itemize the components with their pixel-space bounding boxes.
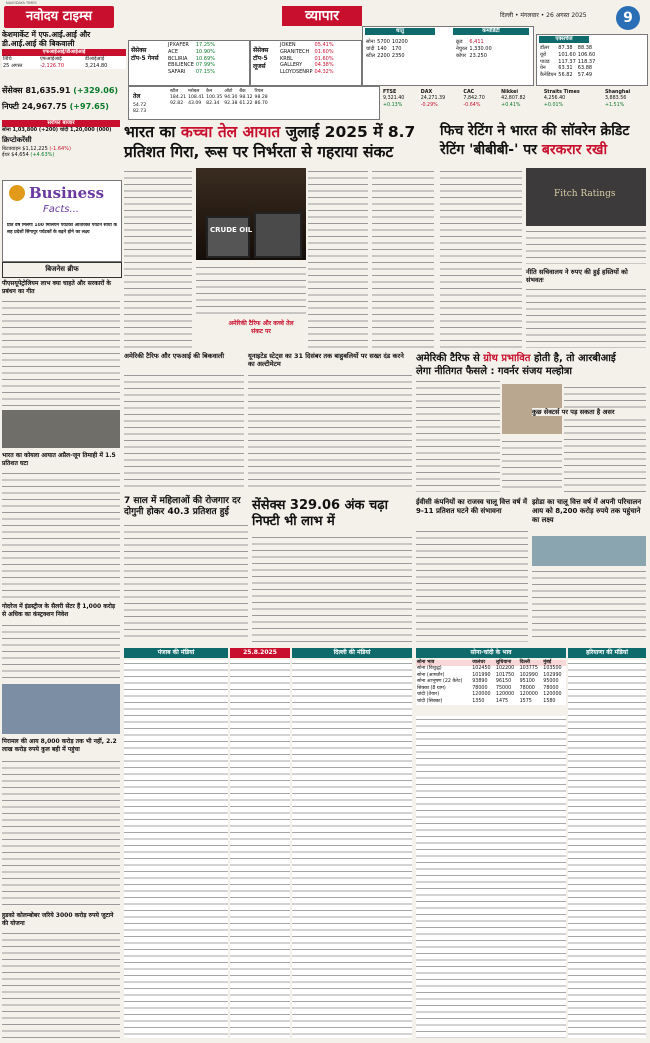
section-banner: व्यापार	[282, 6, 362, 26]
metal-name: सोना	[366, 39, 375, 45]
loser-name: KRBL	[280, 55, 293, 62]
commodity-val: 1,330.00	[469, 45, 492, 52]
index-name: कैन	[206, 89, 213, 94]
gold-cell: 120000	[519, 692, 538, 698]
loser-name: JOKEN	[280, 42, 296, 48]
global-name: Nikkei	[501, 90, 518, 95]
loser-pct: 01.60%	[314, 55, 334, 62]
eth-row	[2, 152, 120, 159]
gold-cell: 78000	[472, 685, 488, 691]
gold-cell: 1580	[543, 698, 556, 704]
crypto-name: क्रिप्टोकरेंसी	[2, 136, 32, 145]
currency-sell: 63.88	[577, 65, 593, 72]
business-facts-sub: Facts...	[43, 204, 80, 215]
currency-name: येन	[540, 65, 546, 72]
piramal-photo	[2, 684, 120, 734]
mid-story-1-body	[124, 372, 244, 492]
gainer-pct: 07.15%	[195, 69, 215, 75]
sensex-label: सेंसेक्स	[2, 86, 23, 95]
gold-cell: 95000	[543, 679, 559, 685]
crude-caption: अमेरिकी टैरिफ और कच्चे तेल संकट पर	[228, 320, 294, 336]
fii-cell: 3,214.80	[85, 62, 108, 69]
forex-box	[536, 34, 648, 86]
market-rates-title: सर्राफा बाजार	[2, 120, 120, 127]
metal-val: 170	[391, 45, 402, 52]
gold-cell: चांदी (सिक्का)	[417, 698, 443, 704]
btc-price: $1,12,225	[22, 145, 48, 152]
global-chg: -0.64%	[463, 102, 481, 108]
rbi-headline-line2: लेगा नीतिगत फैसले : गवर्नर संजय मल्होत्रा	[416, 366, 573, 377]
mid-story-2-title: यूनाइटेड स्टेट्स का 31 दिसंबर तक बाहुबलियों पर सख्त दंड करने का अल्टीमेटम	[248, 352, 404, 368]
currency-buy: 117.37	[558, 58, 576, 65]
currency-sell: 57.49	[577, 72, 593, 78]
gold-cell: सिक्का (8 ग्राम)	[417, 685, 446, 691]
currency-sell: 88.38	[577, 45, 593, 51]
metal-val: 2350	[391, 52, 405, 59]
gold-col-head: दिल्ली	[519, 660, 531, 665]
eth-label: ईथर	[2, 152, 10, 159]
loser-pct: 01.60%	[314, 48, 334, 55]
loser-name: GRANITECH	[280, 48, 310, 55]
gainer-name: BCLIRIA	[168, 55, 188, 62]
gold-cell: सोना (विशुद्ध)	[417, 666, 442, 672]
global-name: Straits Times	[543, 90, 580, 95]
metal-name: स्टील	[366, 52, 376, 59]
left-column	[2, 120, 120, 159]
commodity-name: कॉपर	[456, 52, 467, 59]
sensex-change: (+329.06)	[73, 86, 119, 95]
crude-photo-label: CRUDE OIL	[210, 226, 253, 234]
gold-col-head: मुंबई	[543, 660, 552, 665]
crude-story-col2	[196, 264, 306, 318]
index-val: 98.12	[239, 95, 253, 101]
gold-cell: सोना आभूषण (22 कैरेट)	[417, 679, 463, 685]
gold-cell: 101750	[495, 672, 515, 678]
global-table	[382, 90, 648, 109]
it-story-body	[416, 528, 528, 642]
metal-val: 10200	[391, 39, 408, 45]
masthead-tagline: NAVODAYA TIMES	[6, 1, 37, 5]
gainer-name: EBILIENCE	[168, 62, 194, 69]
gainer-pct: 17.25%	[195, 42, 215, 48]
gold-cell: 93890	[472, 679, 488, 685]
gold-silver-table	[416, 660, 566, 705]
gainer-pct: 10.90%	[195, 48, 215, 55]
fitch-headline-line1: फिच रेटिंग ने भारत की सॉवरेन क्रेडिट	[440, 123, 630, 139]
rbi-story-body	[564, 384, 646, 492]
index-val: 100.35	[206, 95, 223, 101]
left-story-1-title: पीएसयूपेट्रोलियम लाभ क्या चाहते और सरकारों के प्रबंधन का गीत	[2, 280, 111, 295]
losers-box	[250, 40, 362, 86]
global-val: 4,256.40	[543, 96, 566, 102]
gainer-name: JPXAFER	[168, 42, 189, 48]
brief-title: बिजनेस ब्रीफ	[2, 262, 122, 278]
crude-story-col1	[124, 168, 192, 348]
global-chg: -0.29%	[420, 102, 438, 108]
metals-title: धातु	[365, 28, 435, 35]
right-news-1-body	[526, 286, 646, 348]
index-val2: 92.38	[224, 101, 238, 107]
commodity-title: कमोडिटी	[453, 28, 529, 35]
nifty-change: (+97.65)	[69, 102, 109, 111]
mandi-delhi-body	[292, 660, 412, 1038]
index-name: ग्लोबल	[188, 89, 200, 94]
fii-col-head: डीआईआई	[85, 55, 105, 62]
business-facts-box	[2, 180, 122, 262]
index-val2: 92.82	[170, 101, 184, 107]
gold-table-title: सोना-चांदी के भाव	[416, 648, 566, 658]
btc-label: बिटक्वाइन	[2, 145, 21, 152]
indices-label-3: 82.73	[133, 109, 147, 114]
main-headline-highlight: कच्चा तेल आयात	[180, 123, 281, 141]
mandi-haryana-title: हरियाणा की मंडियां	[568, 648, 646, 658]
business-facts-title: Business	[29, 184, 105, 202]
crude-oil-photo	[196, 168, 306, 260]
rbi-headline-part: अमेरिकी टैरिफ से	[416, 353, 480, 364]
dateline: दिल्ली • मंगलवार • 26 अगस्त 2025	[500, 12, 587, 19]
metal-val: 140	[377, 45, 387, 52]
loser-name: LLOYDSENRP	[280, 69, 313, 75]
main-headline	[124, 122, 434, 162]
left-story-5-title: हुडको कोलम्बोबर जरिये 3000 करोड़ रुपये जुटाने की योजना	[2, 912, 114, 927]
gold-cell: 1575	[519, 698, 532, 704]
currency-buy: 101.60	[558, 51, 576, 58]
currency-name: डॉलर	[540, 45, 550, 51]
right-news-1: नीति सचिवालय ने रुपए की हुई हस्तियों को संभवतः	[526, 268, 628, 284]
gainer-pct: 07.99%	[195, 62, 215, 69]
commodity-val: 6,411	[469, 39, 484, 45]
index-val: 94.30	[224, 95, 238, 101]
left-story-1-body	[2, 298, 120, 408]
nifty-readout	[2, 102, 126, 113]
left-story-3-title: गोदरेज में इंडस्ट्रीज के सैलरी सेंटर हैं 1,000 करोड़ से अधिक का कंस्ट्रक्शन निवेश	[2, 603, 116, 618]
eth-price: $4,654	[11, 152, 29, 159]
index-val: 98.28	[254, 95, 268, 101]
rgl-story-body	[532, 568, 646, 642]
metal-val: 5700	[377, 39, 390, 45]
gold-cell: 120000	[543, 692, 562, 698]
rbi-headline-highlight: ग्रोथ प्रभावित	[483, 353, 531, 364]
btc-change: (-1.64%)	[49, 145, 71, 152]
gold-cell: 95100	[519, 679, 535, 685]
index-val: 108.41	[188, 95, 205, 101]
fii-table	[2, 56, 126, 70]
main-headline-line2: प्रतिशत गिरा, रूस पर निर्भरता से गहराया संकट	[124, 143, 394, 161]
mandi-date: 25.8.2025	[230, 648, 290, 658]
coal-photo	[2, 410, 120, 448]
index-val2: 43.09	[188, 101, 202, 107]
index-val2: 61.22	[239, 101, 253, 107]
indices-table	[169, 89, 269, 108]
currency-name: कैनेडियन	[540, 72, 557, 78]
fitch-photo	[526, 168, 646, 226]
currency-sell: 106.60	[577, 51, 596, 58]
mandi-haryana-body	[568, 660, 646, 1038]
mid-story-1-title: अमेरिकी टैरिफ और एफआई की बिकवाली	[124, 352, 225, 360]
rbi-headline	[416, 352, 646, 378]
index-name: ऑटो	[224, 89, 233, 94]
indices-label: तेल	[133, 93, 141, 100]
commodity-name: नेचुरल	[456, 45, 468, 52]
losers-table	[279, 42, 335, 76]
global-name: CAC	[463, 90, 475, 95]
gold-cell: 120000	[472, 692, 491, 698]
gold-cell: 75000	[495, 685, 512, 691]
sensex-story-body	[252, 534, 412, 644]
global-val: 9,321.40	[383, 96, 405, 102]
global-name: Shanghai	[604, 90, 631, 95]
gold-cell: 103775	[519, 666, 538, 672]
gold-cell: 102990	[519, 672, 538, 678]
losers-title: सेंसेक्स टॉप-5 लूजर्स	[253, 47, 269, 71]
fitch-headline	[440, 122, 648, 160]
left-story-5-body	[2, 930, 120, 1038]
nifty-value: 24,967.75	[21, 102, 67, 111]
it-story-title: ईवीसी कंपनियों का राजस्व चालू वित्त वर्ष में 9-11 प्रतिशत घटने की संभावना	[416, 498, 528, 515]
gainer-name: ACE	[168, 48, 178, 55]
gainers-title: सेंसेक्स टॉप-5 गेनर्स	[131, 47, 159, 63]
metals-commodity-box	[362, 26, 534, 86]
gold-col-head: सोना भाव	[417, 660, 435, 665]
fii-col-head: तिथि	[3, 55, 12, 62]
left-story-4-title: पिरामल की आय 8,000 करोड़ तक भी नहीं, 2.2 लाख करोड़ रुपये कुल बही में पहुंचा	[2, 738, 117, 753]
currency-sell: 118.37	[577, 58, 596, 65]
global-chg: +1.51%	[604, 102, 625, 108]
global-name: FTSE	[383, 90, 397, 95]
commodity-name: क्रूड	[456, 39, 463, 45]
fii-cell: -2,126.70	[39, 62, 65, 69]
mandi-date-body	[230, 660, 290, 1038]
gold-cell: 78000	[519, 685, 535, 691]
crude-story-col3	[308, 168, 368, 348]
gold-col-head: जालंधर	[472, 660, 486, 665]
gainer-pct: 10.69%	[195, 55, 215, 62]
loser-pct: 04.32%	[314, 69, 334, 75]
fitch-headline-highlight: बरकरार रखी	[541, 142, 608, 158]
loser-name: GALLERY	[280, 62, 303, 69]
nifty-label: निफ्टी	[2, 102, 19, 111]
women-story-body	[124, 522, 248, 642]
currency-buy: 87.38	[558, 45, 573, 51]
gainers-box	[128, 40, 250, 86]
gold-col-head: लुधियाना	[495, 660, 512, 665]
loser-pct: 04.38%	[314, 62, 334, 69]
mandi-punjab-body	[124, 660, 228, 1038]
left-story-2-title: भारत का कोयला आयात अप्रैल-जून तिमाही में 1.5 प्रतिशत घटा	[2, 452, 116, 467]
gold-cell: 1350	[472, 698, 485, 704]
gold-cell: 102990	[543, 672, 562, 678]
index-name: बैंक	[239, 89, 246, 94]
global-markets	[382, 90, 648, 118]
index-name: रियल	[254, 89, 264, 94]
global-val: 42,807.82	[501, 96, 526, 102]
gold-cell: सोना (आमतौर)	[417, 672, 445, 678]
forex-title: एक्सचेंज	[539, 36, 589, 43]
index-val: 184.21	[170, 95, 187, 101]
gold-cell: 120000	[495, 692, 515, 698]
fitch-headline-line2: रेटिंग 'बीबीबी-' पर	[440, 142, 537, 158]
left-story-4-body	[2, 758, 120, 908]
global-val: 3,883.56	[604, 96, 627, 102]
fitch-photo-label: Fitch Ratings	[554, 189, 616, 199]
index-name: स्टील	[170, 89, 179, 94]
page-number: 9	[616, 6, 640, 30]
main-headline-part: जुलाई 2025 में 8.7	[285, 123, 416, 141]
metal-val: 2200	[377, 52, 390, 59]
currency-name: यूरो	[540, 51, 547, 58]
fii-sub: एफआईआई/डीआईआई	[2, 49, 126, 56]
gainers-table	[167, 42, 216, 76]
mid-story-3-title: 7 साल में महिलाओं की रोजगार दर दोगुनी होकर 40.3 प्रतिशत हुई	[124, 496, 241, 517]
gold-cell: 78000	[543, 685, 559, 691]
gold-cell: 102200	[495, 666, 515, 672]
mandi-delhi-title: दिल्ली की मंडियां	[292, 648, 412, 658]
currency-buy: 56.82	[558, 72, 573, 78]
forex-table	[539, 45, 596, 79]
global-name: DAX	[420, 90, 433, 95]
commodity-val: 23.250	[469, 52, 487, 59]
currency-name: पाउंड	[540, 58, 550, 65]
loser-pct: 05.41%	[314, 42, 334, 48]
gold-cell: चांदी (तैयार)	[417, 692, 440, 698]
globe-icon	[9, 185, 25, 201]
rbi-headline-part: होती है, तो आरबीआई	[533, 353, 616, 364]
sensex-readout	[2, 86, 126, 97]
gainer-name: SAFARI	[168, 69, 186, 75]
indices-label-2: 54.72	[133, 103, 147, 108]
index-val2: 82.34	[206, 101, 220, 107]
masthead-logo	[4, 6, 114, 28]
sensex-value: 81,635.91	[25, 86, 71, 95]
gold-cell: 96150	[495, 679, 512, 685]
gold-cell: 101990	[472, 672, 491, 678]
index-val2: 86.70	[254, 101, 268, 107]
indices-strip	[128, 86, 380, 120]
fitch-story-col2	[526, 228, 646, 264]
fii-cell: 25 अगस्त	[3, 62, 23, 69]
market-rates-text: सोना 1,03,800 (+200) चांदी 1,20,000 (000)	[2, 127, 112, 134]
left-story-2-body	[2, 470, 120, 600]
global-chg: +0.41%	[501, 102, 521, 108]
gold-cell: 102450	[472, 666, 491, 672]
rgl-photo	[532, 536, 646, 566]
currency-buy: 63.31	[558, 65, 573, 72]
rbi-story-body-2	[502, 438, 562, 492]
global-val: 24,271.39	[420, 96, 446, 102]
right-news-2: कुछ सेक्टर्स पर पड़ सकता है असर	[532, 408, 646, 416]
main-headline-part: भारत का	[124, 123, 176, 141]
fii-col-head: एफआईआई	[39, 55, 62, 62]
crude-story-col4	[372, 168, 434, 348]
mandi-punjab-title: पंजाब की मंडियां	[124, 648, 228, 658]
sensex-story-title: सेंसेक्स 329.06 अंक चढ़ा निफ्टी भी लाभ में	[252, 498, 388, 529]
metal-name: चांदी	[366, 45, 375, 52]
business-facts-text: प्रति वर्ष मिलेगा 100 मिलियन पर्यटकों अतिरिक्त पर्यटन सीधा के सह प्रदेशों सिंगापुर पर्यटकों के बढ़ने होने का लक्ष्य	[7, 223, 117, 235]
fii-dii-box	[2, 30, 126, 82]
global-chg: +0.13%	[383, 102, 403, 108]
eth-change: (+4.63%)	[30, 152, 55, 159]
gold-cell: 103500	[543, 666, 562, 672]
left-story-3-body	[2, 622, 120, 682]
gold-table-notes	[416, 716, 566, 1038]
fitch-story-col1	[440, 168, 522, 348]
global-val: 7,842.70	[463, 96, 485, 102]
fii-headline: केशमार्केट में एफ.आई.आई और डी.आई.आई की बिकवाली	[2, 30, 91, 48]
commodity-table	[455, 39, 493, 59]
masthead-title: नवोदय टाइम्स	[25, 9, 93, 25]
gold-cell: 1475	[495, 698, 509, 704]
rgl-story-title: झोडा का चालू वित्त वर्ष में अपनी परिचालन आय को 8,200 करोड़ रुपये तक पहुंचाने का लक्ष्य	[532, 498, 642, 524]
mid-story-2-body	[248, 372, 412, 492]
metals-table	[365, 39, 409, 59]
global-chg: +0.01%	[543, 102, 564, 108]
